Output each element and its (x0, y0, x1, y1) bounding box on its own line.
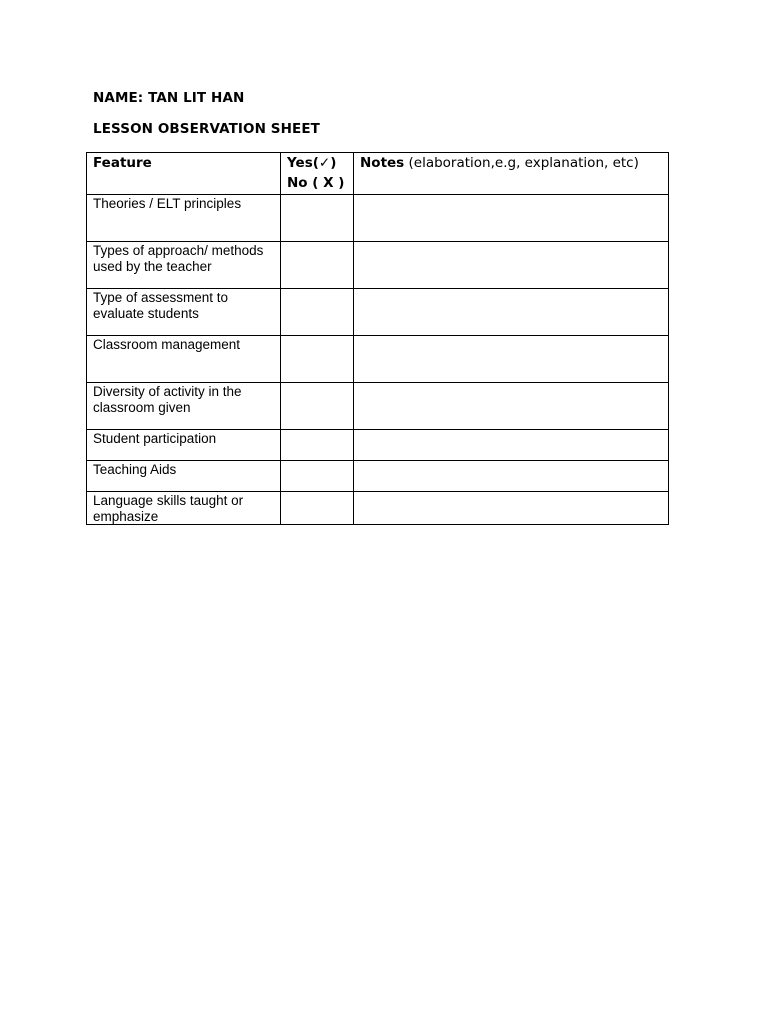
table-row (87, 195, 669, 242)
feature-cell (87, 461, 281, 492)
yes-no-cell[interactable] (281, 289, 354, 336)
notes-header-hint: (elaboration,e.g, explanation, etc) (404, 155, 639, 171)
student-name: NAME: TAN LIT HAN (93, 90, 245, 106)
feature-cell (87, 336, 281, 383)
feature-label: Diversity of activity in the classroom given (93, 384, 242, 415)
sheet-title: LESSON OBSERVATION SHEET (93, 121, 320, 137)
no-header-label: No ( X ) (287, 175, 345, 191)
notes-column-header (354, 153, 669, 195)
yes-no-cell[interactable] (281, 461, 354, 492)
notes-cell[interactable] (354, 289, 669, 336)
feature-label: Classroom management (93, 337, 241, 352)
yes-no-cell[interactable] (281, 430, 354, 461)
notes-cell[interactable] (354, 242, 669, 289)
feature-cell (87, 383, 281, 430)
feature-header-label: Feature (93, 155, 152, 171)
table-row (87, 336, 669, 383)
notes-header-label: Notes (360, 155, 405, 171)
table-row (87, 492, 669, 525)
notes-cell[interactable] (354, 383, 669, 430)
yes-no-column-header (281, 153, 354, 195)
feature-label: Student participation (93, 431, 217, 446)
yes-no-cell[interactable] (281, 383, 354, 430)
feature-cell (87, 430, 281, 461)
table-row (87, 430, 669, 461)
notes-cell[interactable] (354, 195, 669, 242)
feature-label: Types of approach/ methods used by the teacher (93, 243, 264, 274)
yes-no-cell[interactable] (281, 336, 354, 383)
feature-column-header (87, 153, 281, 195)
feature-cell (87, 195, 281, 242)
notes-cell[interactable] (354, 430, 669, 461)
notes-cell[interactable] (354, 461, 669, 492)
feature-label: Theories / ELT principles (93, 196, 242, 211)
yes-no-cell[interactable] (281, 492, 354, 525)
feature-cell (87, 492, 281, 525)
feature-label: Type of assessment to evaluate students (93, 290, 229, 321)
table-row (87, 242, 669, 289)
feature-cell (87, 242, 281, 289)
table-row (87, 383, 669, 430)
observation-table (86, 152, 669, 525)
notes-cell[interactable] (354, 492, 669, 525)
yes-header-label: Yes(✓) (287, 155, 337, 171)
table-row (87, 289, 669, 336)
table-header-row (87, 153, 669, 195)
notes-cell[interactable] (354, 336, 669, 383)
yes-no-cell[interactable] (281, 242, 354, 289)
feature-label: Teaching Aids (93, 462, 177, 477)
feature-cell (87, 289, 281, 336)
yes-no-cell[interactable] (281, 195, 354, 242)
table-row (87, 461, 669, 492)
feature-label: Language skills taught or emphasize (93, 493, 244, 524)
